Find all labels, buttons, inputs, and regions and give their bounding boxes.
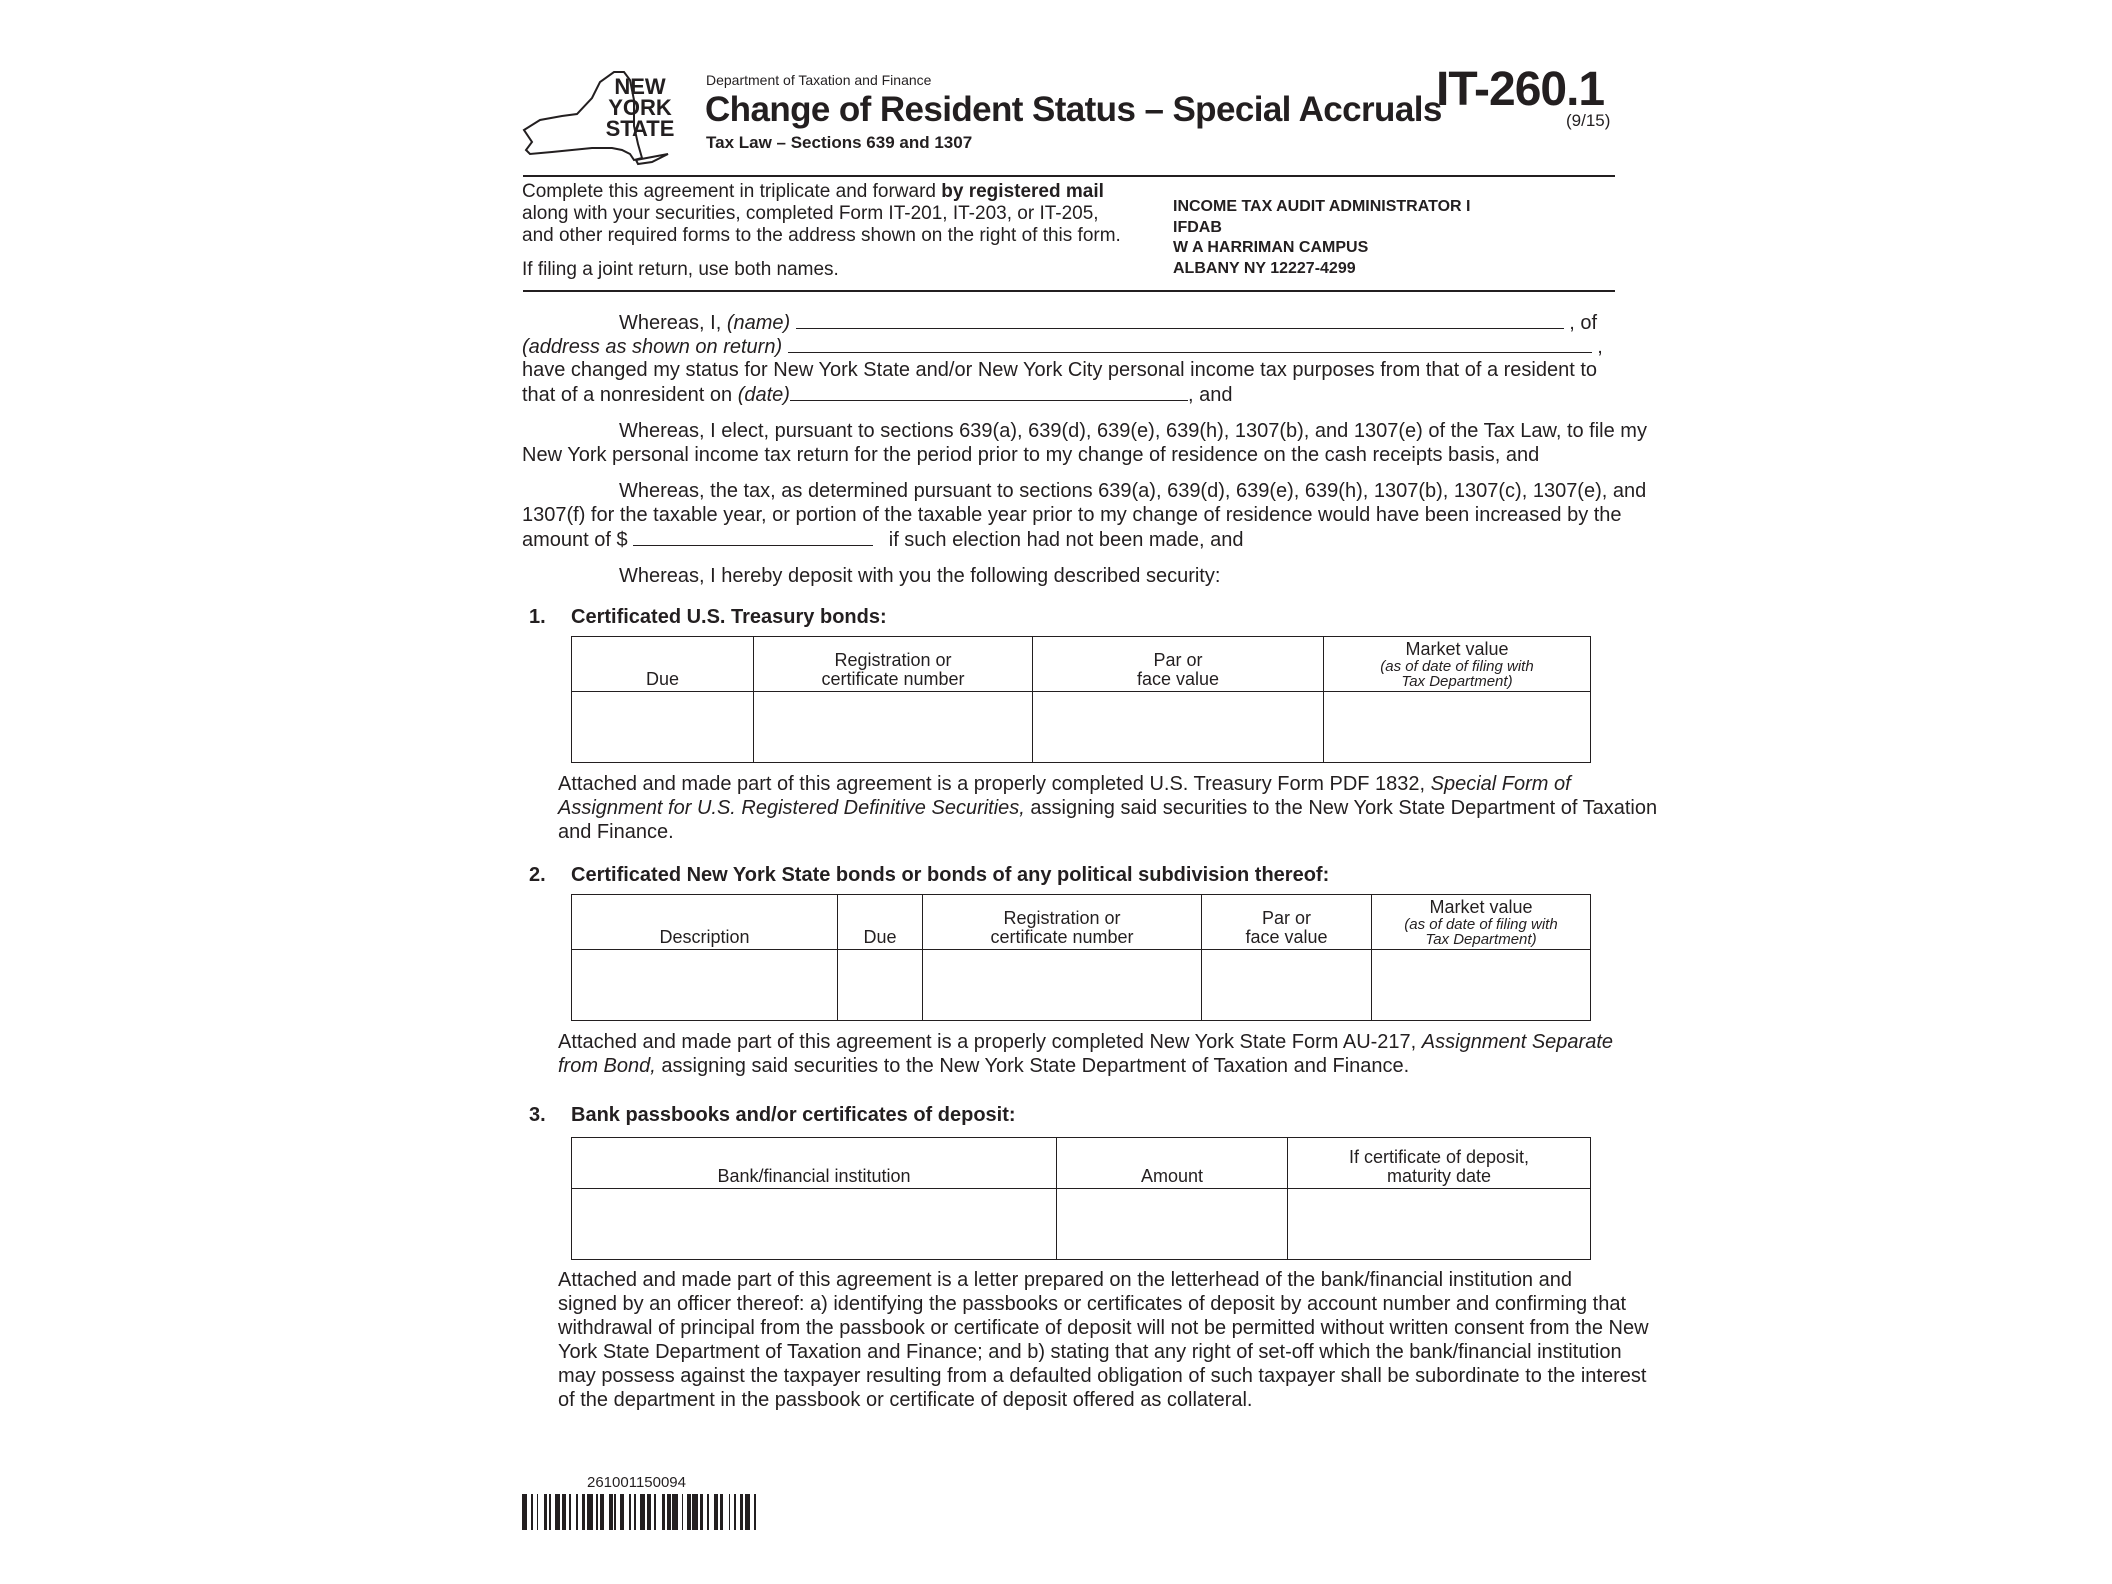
form-revision: (9/15) bbox=[1566, 111, 1611, 130]
section-3-number: 3. bbox=[529, 1104, 546, 1126]
whereas-deposit: Whereas, I hereby deposit with you the following described security: bbox=[619, 565, 1221, 587]
section-1-heading: Certificated U.S. Treasury bonds: bbox=[571, 606, 887, 628]
amount-cell[interactable] bbox=[1057, 1189, 1288, 1260]
section-2-note: Attached and made part of this agreement is a properly completed New York State Form AU-217, Assignment Separate from Bond, assigning said securities to the New York State Department of Taxation and Finance. bbox=[558, 1031, 1614, 1077]
address-field[interactable] bbox=[788, 334, 1592, 353]
date-field[interactable] bbox=[790, 382, 1188, 401]
treasury-bonds-table bbox=[571, 636, 1591, 763]
nys-logo bbox=[522, 70, 682, 166]
whereas-tax-3: amount of $ if such election had not been made, and bbox=[522, 529, 1244, 551]
maturity-cell[interactable] bbox=[1288, 1189, 1591, 1260]
col-bank: Bank/financial institution bbox=[572, 1138, 1057, 1189]
whereas-address-line: (address as shown on return) , bbox=[522, 336, 1603, 358]
due-cell[interactable] bbox=[572, 692, 754, 763]
col-description: Description bbox=[572, 895, 838, 950]
section-3-note: Attached and made part of this agreement is a letter prepared on the letterhead of the bank/financial institution and signed by an officer thereof: a) identifying the passbooks or certificates of deposit by account number and confirming that withdrawal of principal from the passbook or certificate of deposit will not be permitted without written consent from the New York State Department of Taxation and Finance; and b) stating that any right of set-off which the bank/financial institution may possess against the taxpayer resulting from a defaulted obligation of such taxpayer shall be subordinate to the interest of the department in the passbook or certificate of deposit offered as collateral. bbox=[558, 1269, 1649, 1411]
par-value-cell[interactable] bbox=[1033, 692, 1324, 763]
form-title: Change of Resident Status – Special Accruals bbox=[705, 90, 1442, 129]
section-1-note: Attached and made part of this agreement is a properly completed U.S. Treasury Form PDF 1832, Special Form of Assignment for U.S. Registered Definitive Securities, assigning said securities to the New York State Department of Taxation and Finance. bbox=[558, 773, 1658, 843]
section-2-heading: Certificated New York State bonds or bonds of any political subdivision thereof: bbox=[571, 864, 1330, 886]
col-maturity: If certificate of deposit, maturity date bbox=[1288, 1138, 1591, 1189]
col-par-value: Par or face value bbox=[1033, 637, 1324, 692]
whereas-elect-2: New York personal income tax return for the period prior to my change of residence on the cash receipts basis, and bbox=[522, 444, 1540, 466]
col-registration: Registration or certificate number bbox=[754, 637, 1033, 692]
form-subtitle: Tax Law – Sections 639 and 1307 bbox=[706, 133, 973, 152]
bank-cell[interactable] bbox=[572, 1189, 1057, 1260]
mailing-address: INCOME TAX AUDIT ADMINISTRATOR I IFDAB W A HARRIMAN CAMPUS ALBANY NY 12227-4299 bbox=[1173, 198, 1471, 277]
instructions: Complete this agreement in triplicate and forward by registered mail along with your securities, completed Form IT-201, IT-203, or IT-205, and other required forms to the address shown on the right of this form. If filing a joint return, use both names. bbox=[522, 181, 1121, 280]
col-market-value: Market value (as of date of filing with Tax Department) bbox=[1324, 637, 1591, 692]
barcode-bar bbox=[756, 1494, 760, 1530]
whereas-name-line: Whereas, I, (name) , of bbox=[619, 312, 1598, 334]
name-field[interactable] bbox=[796, 310, 1564, 329]
section-2-number: 2. bbox=[529, 864, 546, 886]
section-1-number: 1. bbox=[529, 606, 546, 628]
col-registration: Registration or certificate number bbox=[923, 895, 1202, 950]
whereas-status-line: have changed my status for New York State and/or New York City personal income tax purposes from that of a resident to bbox=[522, 359, 1598, 381]
col-due: Due bbox=[838, 895, 923, 950]
whereas-elect-1: Whereas, I elect, pursuant to sections 639(a), 639(d), 639(e), 639(h), 1307(b), and 1307(e) of the Tax Law, to file my bbox=[619, 420, 1647, 442]
form-number: IT-260.1 bbox=[1436, 63, 1605, 116]
col-due: Due bbox=[572, 637, 754, 692]
registration-cell[interactable] bbox=[754, 692, 1033, 763]
whereas-tax-2: 1307(f) for the taxable year, or portion of the taxable year prior to my change of residence would have been increased by the bbox=[522, 504, 1622, 526]
whereas-date-line: that of a nonresident on (date) , and bbox=[522, 384, 1233, 406]
col-par-value: Par or face value bbox=[1202, 895, 1372, 950]
barcode-image bbox=[522, 1494, 760, 1530]
bank-passbooks-table bbox=[571, 1137, 1591, 1260]
barcode-number: 261001150094 bbox=[587, 1474, 686, 1491]
market-value-cell[interactable] bbox=[1324, 692, 1591, 763]
nys-bonds-table bbox=[571, 894, 1591, 1021]
description-cell[interactable] bbox=[572, 950, 838, 1021]
header-divider bbox=[523, 175, 1615, 177]
col-market-value: Market value (as of date of filing with Tax Department) bbox=[1372, 895, 1591, 950]
par-value-cell[interactable] bbox=[1202, 950, 1372, 1021]
due-cell[interactable] bbox=[838, 950, 923, 1021]
amount-field[interactable] bbox=[633, 527, 873, 546]
department-name: Department of Taxation and Finance bbox=[706, 72, 932, 88]
whereas-tax-1: Whereas, the tax, as determined pursuant to sections 639(a), 639(d), 639(e), 639(h), 1307(b), 1307(c), 1307(e), and bbox=[619, 480, 1647, 502]
section-3-heading: Bank passbooks and/or certificates of deposit: bbox=[571, 1104, 1016, 1126]
market-value-cell[interactable] bbox=[1372, 950, 1591, 1021]
logo-text: NEW YORK STATE bbox=[605, 74, 675, 141]
registration-cell[interactable] bbox=[923, 950, 1202, 1021]
col-amount: Amount bbox=[1057, 1138, 1288, 1189]
instructions-divider bbox=[523, 290, 1615, 292]
